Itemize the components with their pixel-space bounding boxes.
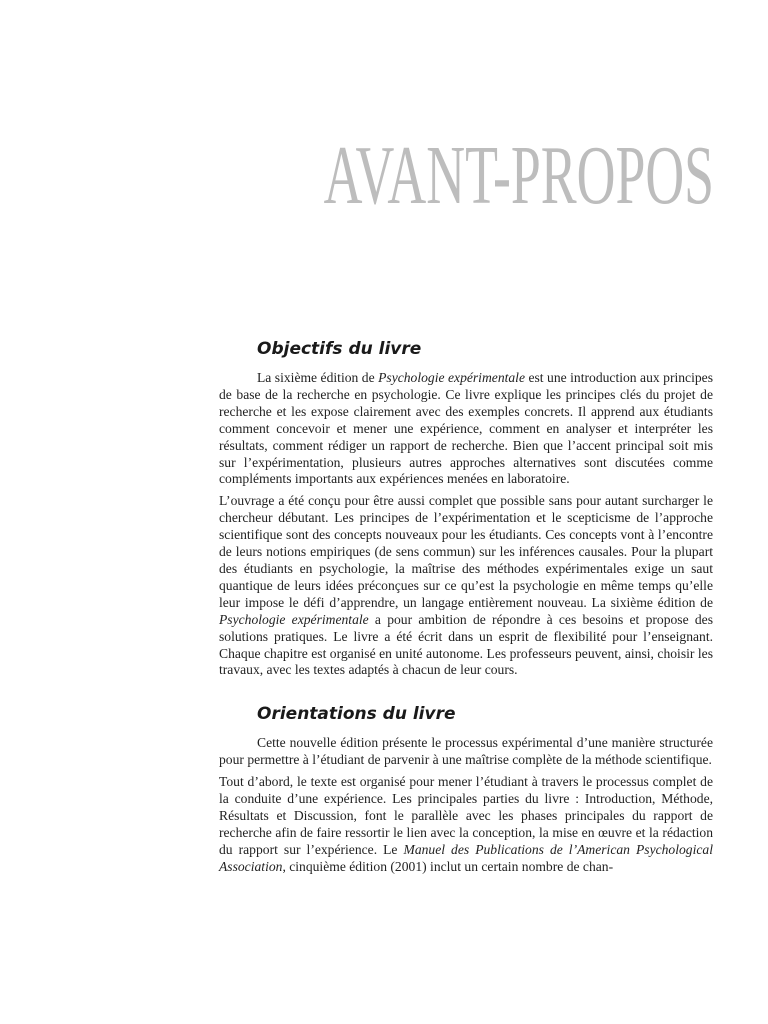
paragraph-text: La sixième édition de <box>257 370 379 385</box>
paragraph-text: a pour ambition de répondre à ces besoins et propose des solutions pratiques. Le livre a été écrit dans un esprit de flexibilité pour l’enseignant. Chaque chapitre est organisé en unité autonome. Les professeurs peuvent, ainsi, choisir les travaux, avec les textes adaptés à chacun de leur cours. <box>219 611 713 678</box>
paragraph <box>219 493 713 679</box>
paragraph-text: , cinquième édition (2001) inclut un certain nombre de chan- <box>282 858 614 874</box>
paragraph <box>219 774 713 875</box>
book-title-italic: Psychologie expérimentale <box>219 611 369 627</box>
paragraph-text: Tout d’abord, le texte est organisé pour mener l’étudiant à travers le processus complet de la conduite d’une expérience. Les principales parties du livre : Introduction, Méthode, Résultats et Discussion, font le parallèle avec les phases principales du rapport de recherche afin de faire ressortir le lien avec la conception, la mise en œuvre et la rédaction du rapport sur l’expérience. Le <box>219 774 713 857</box>
section-heading-objectifs: Objectifs du livre <box>257 339 422 359</box>
paragraph-text: Cette nouvelle édition présente le processus expérimental d’une manière structurée pour permettre à l’étudiant de parvenir à une maîtrise complète de la méthode scientifique. <box>219 735 713 768</box>
paragraph-text: est une introduction aux principes de base de la recherche en psychologie. Ce livre explique les principes clés du projet de recherche et les expose clairement avec des exemples concrets. Il apprend aux étudiants comment concevoir et mener une expérience, comment en analyser et interpréter les résultats, comment rédiger un rapport de recherche. Bien que l’accent principal soit mis sur l’expérimentation, plusieurs autres approches alternatives sont discutées comme compléments importants aux expériences menées en laboratoire. <box>219 370 713 487</box>
book-title-italic: Psychologie expérimentale <box>378 370 525 385</box>
paragraph <box>219 735 713 769</box>
manual-title-italic: Manuel des Publications de l’American Psychological Association <box>219 841 713 874</box>
page-body <box>219 338 713 876</box>
section-heading-orientations: Orientations du livre <box>257 704 456 725</box>
paragraph-text: L’ouvrage a été conçu pour être aussi complet que possible sans pour autant surcharger le chercheur débutant. Les principes de l’expérimentation et le scepticisme de l’approche scientifique sont des concepts nouveaux pour les étudiants. Ces concepts vont à l’encontre de leurs notions empiriques (de sens commun) sur les inférences causales. Pour la plupart des étudiants en psychologie, la maîtrise des méthodes expérimentales exige un saut quantique de leurs idées préconçues sur ce qu’est la psychologie en même temps qu’elle leur impose le défi d’apprendre, un langage entièrement nouveau. La sixième édition de <box>219 493 713 610</box>
paragraph <box>219 370 713 488</box>
chapter-title: AVANT-PROPOS <box>323 129 714 222</box>
